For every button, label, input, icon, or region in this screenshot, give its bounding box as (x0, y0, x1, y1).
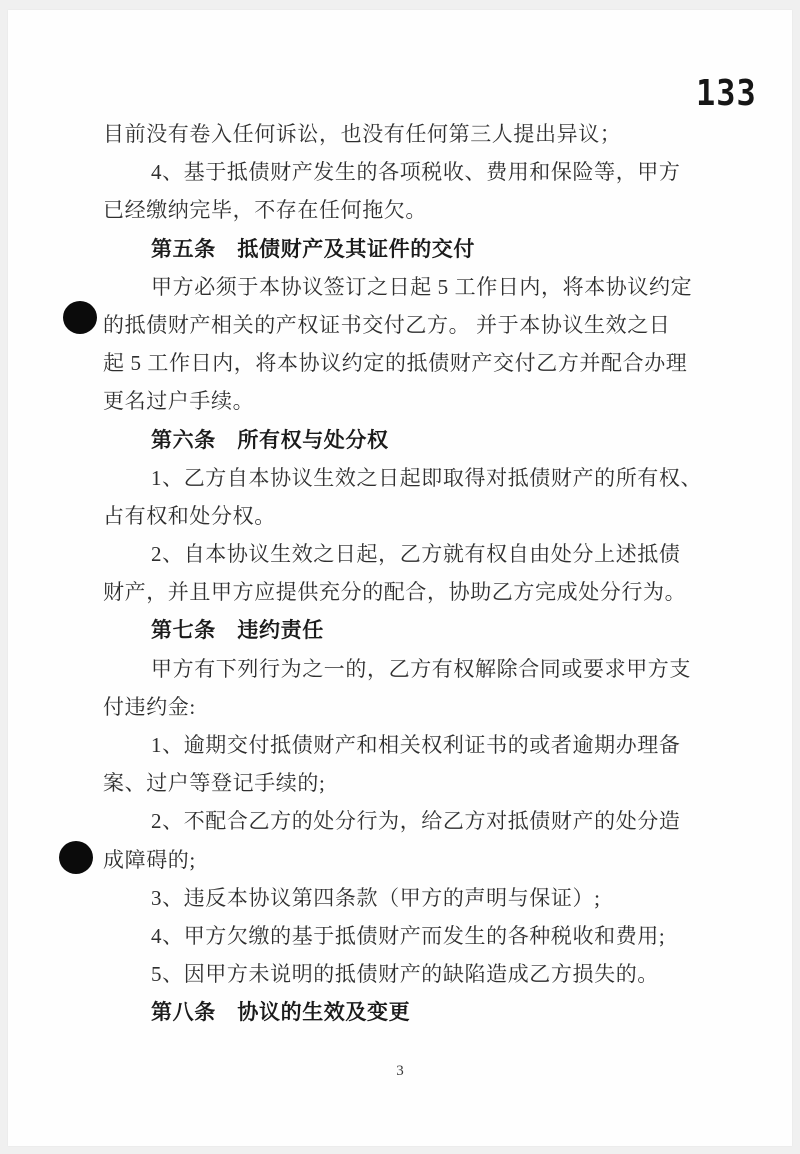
section-heading: 第八条 协议的生效及变更 (151, 1000, 411, 1025)
page-stamp-number: 133 (696, 72, 757, 114)
hole-punch-mark-bottom (59, 841, 93, 874)
text-line: 2、不配合乙方的处分行为，给乙方对抵债财产的处分造 (151, 809, 681, 834)
text-line: 起 5 工作日内，将本协议约定的抵债财产交付乙方并配合办理 (103, 351, 688, 376)
hole-punch-mark-top (63, 301, 97, 334)
document-body (103, 115, 743, 1032)
text-line: 付违约金: (103, 694, 196, 719)
text-line: 4、基于抵债财产发生的各项税收、费用和保险等，甲方 (151, 160, 681, 185)
section-heading: 第六条 所有权与处分权 (151, 427, 389, 452)
text-line: 1、逾期交付抵债财产和相关权利证书的或者逾期办理备 (151, 733, 681, 757)
text-line: 案、过户等登记手续的; (103, 771, 326, 796)
section-heading: 第五条 抵债财产及其证件的交付 (151, 236, 475, 261)
text-line: 4、甲方欠缴的基于抵债财产而发生的各种税收和费用; (151, 923, 666, 948)
text-line: 2、自本协议生效之日起，乙方就有权自由处分上述抵债 (151, 542, 681, 567)
document-page (8, 10, 792, 1146)
text-line: 甲方有下列行为之一的，乙方有权解除合同或要求甲方支 (151, 656, 691, 681)
text-line: 已经缴纳完毕，不存在任何拖欠。 (103, 198, 427, 223)
text-line: 甲方必须于本协议签订之日起 5 工作日内，将本协议约定 (151, 274, 693, 299)
text-line: 5、因甲方未说明的抵债财产的缺陷造成乙方损失的。 (151, 962, 659, 987)
text-line: 目前没有卷入任何诉讼，也没有任何第三人提出异议； (103, 122, 622, 146)
text-line: 的抵债财产相关的产权证书交付乙方。 并于本协议生效之日 (103, 312, 671, 337)
text-line: 更名过户手续。 (103, 389, 255, 414)
text-line: 成障碍的; (103, 847, 196, 872)
text-line: 占有权和处分权。 (103, 503, 276, 528)
text-line: 财产，并且甲方应提供充分的配合，协助乙方完成处分行为。 (103, 580, 687, 605)
footer-page-number: 3 (396, 1063, 404, 1079)
text-line: 3、违反本协议第四条款（甲方的声明与保证）; (151, 885, 601, 910)
text-line: 1、乙方自本协议生效之日起即取得对抵债财产的所有权、 (151, 465, 703, 490)
section-heading: 第七条 违约责任 (151, 618, 324, 643)
